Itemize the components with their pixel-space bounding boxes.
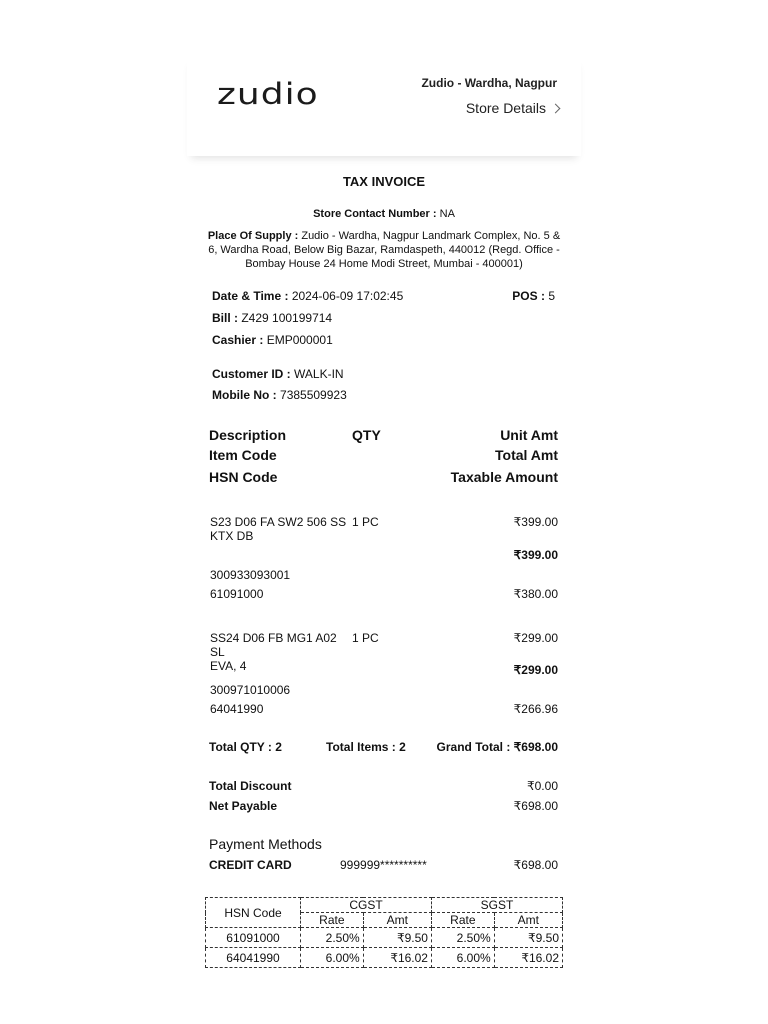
contact-value: NA bbox=[439, 208, 455, 220]
mobile-value: 7385509923 bbox=[280, 388, 347, 402]
item-hsn: 64041990 bbox=[210, 702, 264, 716]
col-item-code: Item Code bbox=[209, 447, 277, 463]
mobile-number bbox=[212, 388, 347, 402]
total-discount-label: Total Discount bbox=[209, 779, 292, 793]
sgst-rate: 2.50% bbox=[431, 928, 494, 948]
item-description bbox=[210, 631, 350, 673]
pos-value: 5 bbox=[548, 289, 555, 303]
item-desc-line: S23 D06 FA SW2 506 SS bbox=[210, 515, 347, 529]
col-hsn-code: HSN Code bbox=[209, 469, 278, 485]
gst-table bbox=[205, 897, 563, 968]
bill-value: Z429 100199714 bbox=[241, 311, 333, 325]
cashier bbox=[212, 333, 333, 347]
item-total-amt: ₹299.00 bbox=[513, 663, 558, 677]
gst-hsn-header: HSN Code bbox=[206, 898, 301, 928]
sgst-rate: 6.00% bbox=[431, 948, 494, 968]
item-qty: 1 PC bbox=[352, 515, 379, 529]
store-details-link[interactable] bbox=[466, 100, 559, 116]
payment-amount: ₹698.00 bbox=[513, 858, 558, 872]
table-row bbox=[206, 928, 563, 948]
mobile-label: Mobile No : bbox=[212, 388, 277, 402]
col-description: Description bbox=[209, 427, 287, 443]
store-details-label: Store Details bbox=[465, 100, 546, 116]
item-desc-line: EVA, 4 bbox=[210, 659, 247, 673]
net-payable-label: Net Payable bbox=[209, 799, 278, 813]
chevron-right-icon bbox=[551, 103, 561, 113]
payment-methods-title: Payment Methods bbox=[209, 836, 322, 852]
item-code: 300933093001 bbox=[210, 568, 291, 582]
col-taxable-amount: Taxable Amount bbox=[450, 469, 558, 485]
invoice-title: TAX INVOICE bbox=[342, 174, 426, 189]
sgst-amt-header: Amt bbox=[494, 913, 562, 928]
item-unit-amt: ₹399.00 bbox=[513, 515, 558, 529]
item-desc-line: KTX DB bbox=[210, 529, 254, 543]
col-qty: QTY bbox=[352, 427, 381, 443]
item-desc-line: SS24 D06 FB MG1 A02 SL bbox=[210, 631, 337, 659]
supply-line3: Bombay House 24 Home Modi Street, Mumbai - 400001) bbox=[245, 258, 523, 270]
item-total-amt: ₹399.00 bbox=[513, 548, 558, 562]
customer-value: WALK-IN bbox=[294, 367, 344, 381]
supply-label: Place Of Supply : bbox=[207, 230, 299, 242]
item-taxable: ₹380.00 bbox=[513, 587, 558, 601]
col-total-amt: Total Amt bbox=[495, 447, 558, 463]
gst-hsn: 61091000 bbox=[206, 928, 301, 948]
store-name: Zudio - Wardha, Nagpur bbox=[421, 76, 557, 90]
cgst-amt-header: Amt bbox=[363, 913, 431, 928]
table-row bbox=[206, 948, 563, 968]
sgst-header: SGST bbox=[431, 898, 562, 913]
date-time bbox=[212, 289, 403, 303]
sgst-amt: ₹16.02 bbox=[494, 948, 562, 968]
store-contact bbox=[187, 208, 581, 220]
card-number: 999999********** bbox=[340, 858, 427, 872]
customer-label: Customer ID : bbox=[212, 367, 291, 381]
cashier-value: EMP000001 bbox=[266, 333, 333, 347]
item-qty: 1 PC bbox=[352, 631, 379, 645]
sgst-amt: ₹9.50 bbox=[494, 928, 562, 948]
cgst-amt: ₹16.02 bbox=[363, 948, 431, 968]
cashier-label: Cashier : bbox=[212, 333, 264, 347]
item-hsn: 61091000 bbox=[210, 587, 264, 601]
total-items: Total Items : 2 bbox=[326, 740, 406, 754]
col-unit-amt: Unit Amt bbox=[500, 427, 558, 443]
supply-line1: Zudio - Wardha, Nagpur Landmark Complex, No. 5 & bbox=[301, 230, 561, 242]
cgst-rate: 2.50% bbox=[301, 928, 364, 948]
item-taxable: ₹266.96 bbox=[513, 702, 558, 716]
grand-total: Grand Total : ₹698.00 bbox=[436, 740, 558, 754]
item-unit-amt: ₹299.00 bbox=[513, 631, 558, 645]
pos bbox=[480, 289, 555, 303]
contact-label: Store Contact Number : bbox=[313, 208, 437, 220]
datetime-value: 2024-06-09 17:02:45 bbox=[291, 289, 404, 303]
net-payable-value: ₹698.00 bbox=[513, 799, 558, 813]
supply-line2: 6, Wardha Road, Below Big Bazar, Ramdaspeth, 440012 (Regd. Office - bbox=[208, 244, 560, 256]
bill-number bbox=[212, 311, 332, 325]
datetime-label: Date & Time : bbox=[212, 289, 289, 303]
place-of-supply bbox=[200, 229, 568, 271]
gst-hsn: 64041990 bbox=[206, 948, 301, 968]
item-description bbox=[210, 515, 350, 543]
store-header bbox=[187, 56, 581, 156]
cgst-rate: 6.00% bbox=[301, 948, 364, 968]
payment-method: CREDIT CARD bbox=[209, 858, 292, 872]
total-discount-value: ₹0.00 bbox=[527, 779, 558, 793]
item-code: 300971010006 bbox=[210, 683, 291, 697]
total-qty: Total QTY : 2 bbox=[209, 740, 282, 754]
cgst-rate-header: Rate bbox=[301, 913, 364, 928]
zudio-logo: zudio bbox=[217, 78, 319, 112]
customer-id bbox=[212, 367, 344, 381]
cgst-header: CGST bbox=[301, 898, 432, 913]
cgst-amt: ₹9.50 bbox=[363, 928, 431, 948]
bill-label: Bill : bbox=[212, 311, 238, 325]
pos-label: POS : bbox=[512, 289, 545, 303]
sgst-rate-header: Rate bbox=[431, 913, 494, 928]
